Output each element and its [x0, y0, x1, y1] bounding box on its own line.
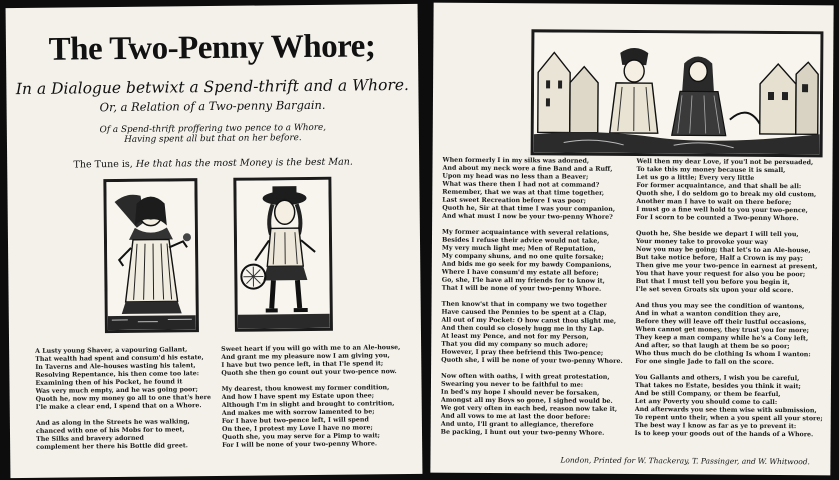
verse-line: My company shuns, and no one quite forsake;	[441, 252, 604, 261]
verse-line: In bed's my hope I should never be forsaken,	[440, 388, 600, 397]
verse-line: But that I must tell you before you begin it,	[635, 278, 790, 287]
gallant-figure-illustration	[236, 180, 330, 329]
verse-line: My former acquaintance with several relations,	[442, 228, 610, 237]
verse-line: Now you may be going; that let's to an Ale-house,	[635, 246, 811, 255]
verse-stanza	[442, 229, 630, 294]
verse-line: And afterwards you see them wise with submission,	[634, 406, 817, 415]
verse-line: Last sweet Recreation before I was poor;	[442, 196, 586, 205]
verse-line: Then know'st that in company we two together	[441, 300, 607, 309]
verse-stanza	[222, 384, 417, 450]
verse-line: My very much light me; Men of Reputation,	[441, 244, 596, 253]
verse-line: All out of my Pocket: O how canst thou slight me,	[441, 316, 617, 325]
verse-line: Your money take to provoke your way	[635, 238, 768, 246]
verse-stanza	[635, 374, 827, 439]
description	[67, 122, 359, 145]
verse-stanza	[636, 158, 828, 223]
verse-line: That wealth had spent and consum'd his estate,	[35, 354, 204, 363]
verse-line: And after, so that laugh at them be so poor;	[635, 342, 790, 351]
verse-line: Swearing you never to be faithful to me:	[440, 380, 584, 389]
verse-line: When cannot get money, they trust you for more;	[635, 326, 809, 335]
verse-line: My dearest, thou knowest my former condition,	[221, 384, 390, 393]
left-page	[6, 4, 423, 478]
verse-line: Sweet heart if you will go with me to an Ale-house,	[221, 344, 401, 353]
verse-line: complement her there his Bottle did greet.	[36, 442, 188, 451]
tune-prefix: The Tune is,	[73, 158, 133, 171]
verse-line: What was there then I had not at command?	[442, 180, 600, 189]
verse-line: Is to keep your goods out of the hands of a Whore.	[634, 430, 814, 439]
verse-line: And be still Company, or them be fearful,	[634, 390, 781, 399]
verse-line: You Gallants and others, I wish you be careful,	[635, 374, 800, 383]
verse-line: I must go a fine well hold to you your two-pence,	[636, 206, 808, 215]
broadside-subtitle: In a Dialogue betwixt a Spend-thrift and a Whore.	[15, 75, 410, 99]
verse-stanza	[221, 344, 415, 378]
verse-line: Was very much empty, and he was going poor;	[35, 386, 198, 395]
verse-line: Who thus much do be clothing Is whom I wanton:	[635, 350, 811, 359]
verse-line: Quoth he, now my money go all to one that's here	[35, 394, 211, 403]
verse-line: Before they will leave off their lustful occasions,	[635, 318, 807, 327]
verse-line: To repent unto their, when a you spent all your store;	[634, 414, 823, 423]
verse-line: Remember, that we was at that time together,	[442, 188, 605, 197]
verse-line: The Silks and bravery adorned	[36, 434, 144, 443]
description-line: Having spent all but that on her before.	[124, 133, 302, 145]
verse-line: Be packing, I hunt out your two-penny Whore.	[440, 428, 605, 437]
verse-line: For I will be none of your two-penny Whore.	[222, 440, 378, 449]
verse-stanza	[35, 346, 218, 412]
verse-line: And all vows to me at last the door before:	[440, 412, 591, 421]
verse-line: But take notice before, Half a Crown is my pay;	[635, 254, 804, 263]
broadside-title: The Two-Penny Whore;	[48, 28, 376, 68]
verse-stanza	[636, 230, 828, 295]
verse-line: They keep a man company while he's a Cony left,	[635, 334, 809, 343]
verse-line: Quoth she, I do seldom go to break my old custom,	[636, 190, 817, 199]
verse-line: Quoth he, She beside we depart I will tell you,	[636, 230, 799, 239]
verse-line: Quoth she, you may serve for a Pimp to wait;	[222, 432, 381, 441]
right-column-1	[441, 157, 631, 446]
verse-line: I have but two pence left, in that I'le spend it;	[221, 360, 384, 369]
verse-line: In Taverns and Ale-houses wasting his talent,	[35, 362, 196, 371]
verse-line: And as along in the Streets he was walking,	[35, 418, 190, 427]
verse-stanza	[442, 157, 630, 222]
verse-stanza	[635, 302, 827, 367]
right-page	[430, 3, 833, 476]
woodcut-gallant	[233, 177, 333, 332]
verse-line: For former acquaintance, and that shall be all:	[636, 182, 802, 191]
verse-line: And makes me with sorrow lamented to be;	[221, 408, 375, 417]
verse-line: Let any Poverty you should come to call:	[634, 398, 778, 407]
description-line: Of a Spend-thrift proffering two pence to a Whore,	[99, 122, 327, 136]
verse-line: That takes no Estate, besides you think it wait;	[634, 382, 801, 391]
verse-line: At least my Pence, and not for my Person,	[441, 332, 589, 341]
verse-line: The best way I know as far as ye to prevent it:	[634, 422, 797, 431]
verse-line: Another man I have to wait on there before;	[636, 198, 792, 207]
verse-line: And unto, I'll grant to allegiance, therefore	[440, 420, 594, 429]
printer-imprint: London, Printed for W. Thackeray, T. Passinger, and W. Whitwood.	[560, 455, 810, 467]
verse-line: Examining then of his Pocket, he found it	[35, 378, 183, 387]
verse-line: Have caused the Pennies to be spent at a Clap,	[441, 308, 607, 317]
tune-name: He that has the most Money is the best Man.	[135, 156, 353, 170]
right-column-2	[635, 158, 829, 447]
verse-stanza	[441, 301, 629, 366]
verse-line: Let us go a little; Every very little	[636, 174, 755, 182]
left-column-1	[35, 346, 218, 460]
verse-line: You that have your request for also you be poor;	[635, 270, 806, 279]
verse-line: chanced with one of his Mobs for to meet,	[35, 426, 185, 435]
woodcut-woman	[103, 178, 199, 333]
verse-line: Then give me your two-pence in earnest at present,	[635, 262, 818, 271]
verse-line: Upon my head was no less than a Beaver;	[442, 172, 589, 181]
verse-line: Quoth he, Sir at that time I was your companion,	[442, 204, 616, 213]
verse-line: For one single Jade to fall on the score.	[635, 358, 774, 366]
verse-line: I'le make a clear end, I spend that on a Whore.	[35, 402, 202, 411]
verse-line: Now often with oaths, I with great protestation,	[441, 372, 610, 381]
verse-line: When formerly I in my silks was adorned,	[442, 156, 590, 165]
verse-line: Quoth she, I will be none of your two-penny Whore.	[441, 356, 623, 365]
verse-line: And in what a wanton condition they are,	[635, 310, 781, 319]
verse-stanza	[36, 418, 218, 452]
verse-line: And about my neck wore a fine Band and a Ruff,	[442, 164, 613, 173]
verse-line: To take this my money because it is small,	[636, 166, 786, 175]
verse-line: Go, she, I'le have all my friends for to know it,	[441, 276, 605, 285]
verse-line: However, I pray thee befriend this Two-pence;	[441, 348, 604, 357]
verse-line: A Lusty young Shaver, a vapouring Gallant,	[35, 346, 188, 355]
verse-line: And what must I now be your two-penny Whore?	[442, 212, 613, 221]
verse-line: Besides I refuse their advice would not take,	[441, 236, 600, 245]
verse-line: I'le set seven Groats six upon your old score.	[635, 286, 794, 295]
verse-line: That you did my company so much adore;	[441, 340, 588, 349]
verse-line: And how I have spent my Estate upon thee;	[221, 392, 375, 401]
verse-line: For I have but two-pence left, I will spend	[221, 416, 369, 425]
verse-line: Where I have consum'd my estate all before;	[441, 268, 599, 277]
verse-line: And then could so closely hugg me in thy Lap.	[441, 324, 605, 333]
broadside-subsubtitle: Or, a Relation of a Two-penny Bargain.	[99, 97, 326, 115]
left-column-2	[221, 344, 416, 458]
tune-line	[7, 156, 419, 171]
woman-figure-illustration	[106, 181, 196, 330]
verse-line: And thus you may see the condition of wantons,	[635, 302, 805, 311]
verse-line: And bids me go seek for my bawdy Companions,	[441, 260, 612, 269]
verse-line: We got very often in each bed, reason now take it,	[440, 404, 618, 413]
verse-line: Amongst all my Boys so gone, I sighed would be.	[440, 396, 613, 405]
woodcut-street-scene	[531, 29, 824, 157]
verse-line: And grant me my pleasure now I am giving you,	[221, 352, 390, 361]
verse-line: Resolving Repentance, his then come too late:	[35, 370, 200, 379]
verse-line: Quoth she then go count out your two-pence now.	[221, 368, 397, 377]
verse-line: That I will be none of your two-penny Whore.	[441, 284, 602, 293]
verse-line: For I scorn to be counted a Two-penny Whore.	[636, 214, 799, 223]
verse-line: Well then my dear Love, if you'l not be persuaded,	[636, 158, 814, 167]
verse-stanza	[441, 373, 629, 438]
street-scene-illustration	[534, 32, 821, 154]
verse-line: Although I'm in slight and brought to contrition,	[221, 400, 395, 409]
verse-line: On thee, I protest my Love I have no more;	[221, 424, 373, 433]
